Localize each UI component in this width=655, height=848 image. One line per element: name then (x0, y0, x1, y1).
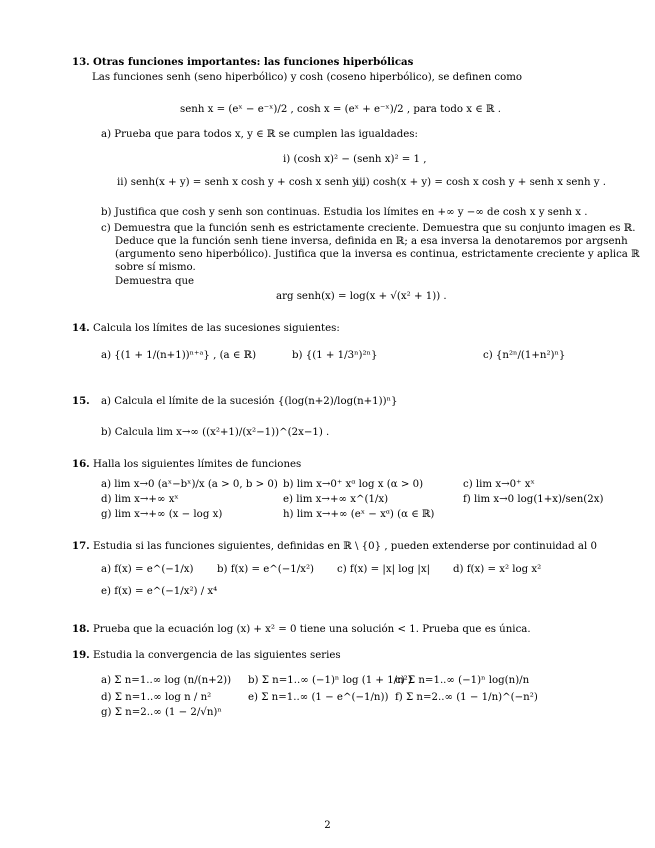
problem-number: 17. (72, 540, 90, 552)
problem-15-a: a) Calcula el límite de la sucesión {(log(n+2)/log(n+1))ⁿ} (100, 396, 398, 407)
argsenh-formula: arg senh(x) = log(x + √(x² + 1)) . (276, 291, 447, 302)
problem-16-g: g) lim x→+∞ (x − log x) (101, 509, 223, 520)
problem-16-d: d) lim x→+∞ xˣ (101, 494, 179, 505)
problem-13 (72, 56, 413, 70)
problem-15 (72, 395, 398, 409)
problem-19-f: f) Σ n=2..∞ (1 − 1/n)^(−n²) (395, 692, 538, 703)
problem-16-b: b) lim x→0⁺ xᵅ log x (α > 0) (283, 479, 424, 490)
identity-i: i) (cosh x)² − (senh x)² = 1 , (283, 154, 427, 165)
problem-title: Halla los siguientes límites de funciones (92, 459, 302, 470)
problem-title: Calcula los límites de las sucesiones siguientes: (92, 323, 340, 334)
problem-number: 16. (72, 458, 90, 470)
problem-17 (72, 540, 597, 554)
problem-number: 15. (72, 395, 90, 407)
problem-number: 19. (72, 649, 90, 661)
problem-16-h: h) lim x→+∞ (eˣ − xᵅ) (α ∈ ℝ) (283, 509, 435, 520)
problem-14 (72, 322, 340, 336)
problem-16-e: e) lim x→+∞ x^(1/x) (283, 494, 389, 505)
problem-14-a: a) {(1 + 1/(n+1))ⁿ⁺ᵃ} , (a ∈ ℝ) (101, 350, 257, 361)
problem-19-a: a) Σ n=1..∞ log (n/(n+2)) (101, 675, 232, 686)
problem-19-e: e) Σ n=1..∞ (1 − e^(−1/n)) (248, 692, 389, 703)
problem-13-part-c-line1: c) Demuestra que la función senh es estrictamente creciente. Demuestra que su conjunto imagen es ℝ. (101, 223, 636, 234)
problem-16-a: a) lim x→0 (aˣ−bˣ)/x (a > 0, b > 0) (101, 479, 278, 490)
problem-13-part-c-line3: (argumento seno hiperbólico). Justifica que la inversa es continua, estrictamente creciente y aplica ℝ (115, 249, 640, 260)
problem-17-b: b) f(x) = e^(−1/x²) (217, 564, 315, 575)
problem-title: Estudia si las funciones siguientes, definidas en ℝ \ {0} , pueden extenderse por continuidad al 0 (92, 541, 597, 552)
problem-19-d: d) Σ n=1..∞ log n / n² (101, 692, 212, 703)
problem-16-c: c) lim x→0⁺ xˣ (463, 479, 535, 490)
problem-16 (72, 458, 301, 472)
problem-13-part-a: a) Prueba que para todos x, y ∈ ℝ se cumplen las igualdades: (101, 129, 418, 140)
problem-13-part-c-line5: Demuestra que (115, 276, 195, 287)
problem-13-part-c-line2: Deduce que la función senh tiene inversa, definida en ℝ; a esa inversa la denotaremos por argsenh (115, 236, 628, 247)
problem-number: 14. (72, 322, 90, 334)
problem-18 (72, 623, 531, 637)
problem-14-b: b) {(1 + 1/3ⁿ)²ⁿ} (292, 350, 378, 361)
problem-17-d: d) f(x) = x² log x² (453, 564, 542, 575)
problem-number: 18. (72, 623, 90, 635)
problem-text: Prueba que la ecuación log (x) + x² = 0 tiene una solución < 1. Prueba que es única. (92, 624, 531, 635)
problem-17-a: a) f(x) = e^(−1/x) (101, 564, 194, 575)
problem-16-f: f) lim x→0 log(1+x)/sen(2x) (463, 494, 604, 505)
problem-19-b: b) Σ n=1..∞ (−1)ⁿ log (1 + 1/n²) (248, 675, 412, 686)
identity-iii: iii) cosh(x + y) = cosh x cosh y + senh x senh y . (356, 177, 607, 188)
problem-13-part-c-line4: sobre sí mismo. (115, 262, 196, 273)
problem-14-c: c) {n²ⁿ/(1+n²)ⁿ} (483, 350, 566, 361)
identity-ii: ii) senh(x + y) = senh x cosh y + cosh x senh y , (117, 177, 365, 188)
problem-13-intro: Las funciones senh (seno hiperbólico) y cosh (coseno hiperbólico), se definen como (92, 72, 523, 83)
problem-15-b: b) Calcula lim x→∞ ((x²+1)/(x²−1))^(2x−1) . (101, 427, 330, 438)
problem-13-definition: senh x = (eˣ − e⁻ˣ)/2 , cosh x = (eˣ + e⁻ˣ)/2 , para todo x ∈ ℝ . (180, 104, 501, 115)
problem-title: Estudia la convergencia de las siguientes series (92, 650, 341, 661)
problem-title: Otras funciones importantes: las funciones hiperbólicas (92, 56, 414, 68)
problem-19-c: c) Σ n=1..∞ (−1)ⁿ log(n)/n (395, 675, 530, 686)
page-number: 2 (324, 820, 331, 831)
problem-19-g: g) Σ n=2..∞ (1 − 2/√n)ⁿ (101, 707, 222, 718)
problem-17-e: e) f(x) = e^(−1/x²) / x⁴ (101, 586, 218, 597)
problem-17-c: c) f(x) = |x| log |x| (337, 564, 431, 575)
problem-19 (72, 649, 341, 663)
problem-number: 13. (72, 56, 90, 68)
problem-13-part-b: b) Justifica que cosh y senh son continuas. Estudia los límites en +∞ y −∞ de cosh x y senh x . (101, 207, 588, 218)
